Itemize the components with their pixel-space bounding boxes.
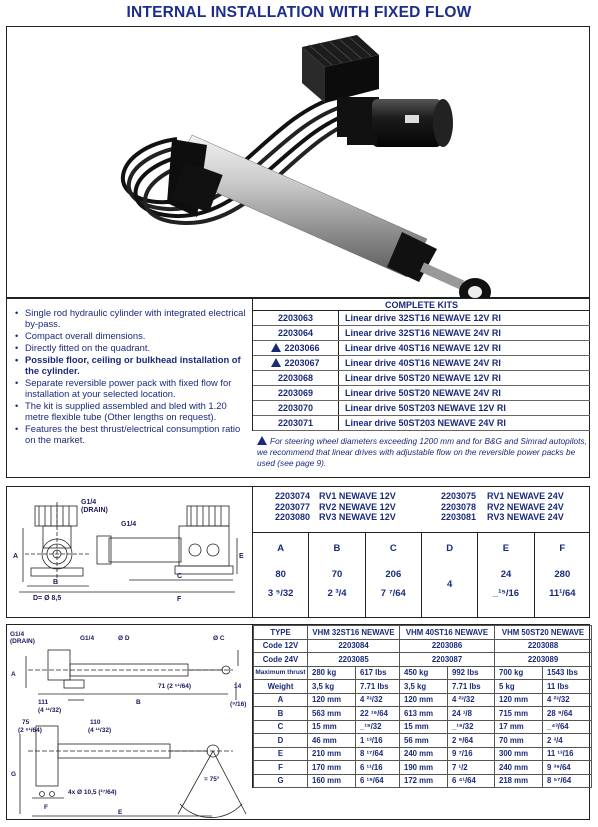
table-cell: 2 ³/4 [543, 734, 592, 748]
table-cell: 120 mm [495, 693, 543, 707]
table-cell: 15 mm [308, 720, 356, 734]
dim-14-label: 14 [234, 683, 242, 690]
kits-table-header: COMPLETE KITS [253, 299, 590, 311]
eye-diameter-label: Ø C [213, 635, 225, 642]
feature-item: • Possible floor, ceiling or bulkhead installation of the cylinder. [13, 354, 249, 376]
header-cell: VHM 32ST16 NEWAVE [308, 626, 400, 640]
header-cell: VHM 40ST16 NEWAVE [400, 626, 495, 640]
rv-code: 2203081 [441, 512, 477, 522]
table-row [254, 734, 592, 748]
kits-note-text: For steering wheel diameters exceeding 1200 mm and for B&G and Simrad autopilots, we recommend that linear drives with adjustable flow on the reversible power packs be used (see page 9). [257, 436, 587, 468]
table-cell: 2203087 [400, 653, 495, 667]
rv-code: 2203077 [275, 501, 311, 512]
table-cell: 8 ⁵⁷/64 [543, 774, 592, 788]
kit-code-cell [253, 341, 339, 355]
cylinder-spec-table [252, 625, 590, 788]
heatsink-icon [302, 35, 379, 103]
dim-mm: 24 [500, 569, 512, 580]
feature-item: • Features the best thrust/electrical consumption ratio on the market. [13, 423, 249, 445]
rv-code: 2203075 [441, 491, 477, 501]
angle-label: = 75° [204, 776, 220, 783]
warning-icon [271, 343, 281, 352]
table-row [254, 774, 592, 788]
table-cell: 4 ²³/32 [543, 693, 592, 707]
rv-names-left [319, 491, 396, 523]
complete-kits-table [252, 299, 590, 431]
kit-code: 2203067 [284, 358, 320, 368]
row-label: F [254, 761, 308, 775]
table-cell: 2203084 [308, 639, 400, 653]
row-label: D [254, 734, 308, 748]
table-row [254, 666, 592, 680]
dim-a-label: A [11, 671, 16, 678]
kit-code: 2203068 [253, 371, 339, 385]
rv-names-right [487, 491, 564, 523]
dim-label: F [559, 543, 566, 554]
row-label: Maximum thrust [254, 666, 308, 680]
kits-note [257, 436, 587, 469]
feature-item: • Separate reversible power pack with fixed flow for installation at your selected location. [13, 377, 249, 399]
power-pack-drawing [9, 488, 249, 618]
dim-111-label: 111 [38, 699, 49, 706]
table-cell: 2203088 [495, 639, 592, 653]
kit-row [253, 386, 590, 401]
kit-row [253, 401, 590, 416]
kit-description: Linear drive 50ST20 NEWAVE 24V RI [345, 388, 501, 398]
dim-label: A [277, 543, 285, 554]
dim-inch: _¹⁵/16 [492, 588, 520, 599]
feature-item: • Single rod hydraulic cylinder with integrated electrical by-pass. [13, 307, 249, 329]
table-cell: 22 ¹⁹/64 [356, 707, 400, 721]
drain-port-label: G1/4 [81, 499, 97, 506]
dim-col [535, 533, 590, 618]
table-cell: 160 mm [308, 774, 356, 788]
table-cell: 5 kg [495, 680, 543, 694]
dim-d-label: D= Ø 8,5 [33, 595, 62, 602]
kit-code: 2203064 [253, 326, 339, 340]
dim-label: D [446, 543, 454, 554]
table-cell: 240 mm [495, 761, 543, 775]
kit-row [253, 326, 590, 341]
row-label: E [254, 747, 308, 761]
dim-b-label: B [136, 699, 141, 706]
drain-port-label: G1/4 [10, 631, 25, 638]
table-cell: 172 mm [400, 774, 448, 788]
table-cell: 300 mm [495, 747, 543, 761]
table-header-row [254, 626, 592, 640]
rv-codes-right [441, 491, 476, 523]
dim-mm: 4 [447, 579, 453, 590]
product-photo-panel [6, 26, 590, 298]
dim-110-label: 110 [90, 719, 101, 726]
row-label: G [254, 774, 308, 788]
port-label: G1/4 [80, 635, 95, 642]
table-cell: _¹⁹/32 [448, 720, 495, 734]
dim-label: E [502, 543, 510, 554]
rv-name: RV3 NEWAVE 12V [319, 512, 396, 522]
dim-a-label: A [13, 553, 19, 560]
dim-75-label: 75 [22, 719, 30, 726]
kit-row [253, 341, 590, 356]
table-row [254, 747, 592, 761]
kit-row [253, 371, 590, 386]
kit-code-cell [253, 356, 339, 370]
table-cell: 6 ¹¹/16 [356, 761, 400, 775]
table-cell: 17 mm [495, 720, 543, 734]
table-cell: 70 mm [495, 734, 543, 748]
table-cell: 218 mm [495, 774, 543, 788]
table-row [254, 707, 592, 721]
kit-code: 2203070 [253, 401, 339, 415]
table-cell: 28 ⁹/64 [543, 707, 592, 721]
table-cell: 2203085 [308, 653, 400, 667]
table-cell: 24 ¹/8 [448, 707, 495, 721]
page-title: INTERNAL INSTALLATION WITH FIXED FLOW [126, 4, 472, 21]
kit-description: Linear drive 50ST203 NEWAVE 24V RI [345, 418, 506, 428]
row-label: B [254, 707, 308, 721]
dim-111-inch: (4 ¹¹/32) [38, 707, 62, 714]
dim-mm: 80 [275, 569, 286, 580]
kit-row [253, 311, 590, 326]
dim-c-label: C [177, 573, 183, 580]
feature-item: • The kit is supplied assembled and bled with 1.20 metre flexible tube (Other lengths on request). [13, 400, 249, 422]
kits-panel [6, 298, 590, 478]
table-row [254, 693, 592, 707]
table-cell: 11 ¹³/16 [543, 747, 592, 761]
feature-item: • Directly fitted on the quadrant. [13, 342, 249, 353]
kit-code: 2203066 [284, 343, 320, 353]
header-cell: VHM 50ST20 NEWAVE [495, 626, 592, 640]
rv-name: RV3 NEWAVE 24V [487, 512, 564, 522]
table-cell: 120 mm [400, 693, 448, 707]
table-cell: 11 lbs [543, 680, 592, 694]
dim-b-label: B [53, 579, 59, 586]
table-cell: 7.71 lbs [448, 680, 495, 694]
warning-icon [271, 358, 281, 367]
drain-label: (DRAIN) [10, 638, 35, 645]
dim-e-label: E [239, 553, 244, 560]
table-row [254, 720, 592, 734]
rv-name: RV2 NEWAVE 12V [319, 501, 396, 512]
row-label: Code 12V [254, 639, 308, 653]
table-cell: 7.71 lbs [356, 680, 400, 694]
table-cell: _¹⁹/32 [356, 720, 400, 734]
kit-code: 2203071 [253, 416, 339, 430]
table-cell: 2 ⁹/64 [448, 734, 495, 748]
feature-list [13, 307, 249, 446]
cylinder-panel [6, 624, 590, 820]
table-cell: 2203086 [400, 639, 495, 653]
kit-description: Linear drive 50ST20 NEWAVE 12V RI [345, 373, 501, 383]
dim-col [253, 533, 309, 618]
dim-col [309, 533, 365, 618]
dim-75-inch: (2 ⁶¹/64) [18, 727, 42, 734]
table-cell: _⁴³/64 [543, 720, 592, 734]
table-row [254, 653, 592, 667]
power-pack-codes [252, 487, 590, 533]
table-cell: 3,5 kg [400, 680, 448, 694]
table-cell: 190 mm [400, 761, 448, 775]
table-cell: 8 ¹⁷/64 [356, 747, 400, 761]
table-cell: 4 ²³/32 [356, 693, 400, 707]
table-cell: 715 mm [495, 707, 543, 721]
dim-g-label: G [11, 771, 17, 778]
table-cell: 617 lbs [356, 666, 400, 680]
kit-description: Linear drive 40ST16 NEWAVE 12V RI [345, 343, 501, 353]
row-label: Weight [254, 680, 308, 694]
table-cell: 2203089 [495, 653, 592, 667]
table-cell: 3,5 kg [308, 680, 356, 694]
table-cell: 613 mm [400, 707, 448, 721]
row-label: Code 24V [254, 653, 308, 667]
table-cell: 563 mm [308, 707, 356, 721]
dim-inch: 2 ³/4 [327, 588, 347, 599]
table-cell: 9 ³⁹/64 [543, 761, 592, 775]
table-cell: 210 mm [308, 747, 356, 761]
dim-inch: 7 ⁷/64 [380, 588, 406, 599]
dim-e-label: E [118, 809, 123, 816]
kit-description: Linear drive 32ST16 NEWAVE 12V RI [345, 313, 501, 323]
kit-row [253, 416, 590, 431]
table-cell: 1 ¹³/16 [356, 734, 400, 748]
kit-description: Linear drive 32ST16 NEWAVE 24V RI [345, 328, 501, 338]
dim-f-label: F [44, 804, 48, 811]
dim-mm: 280 [554, 569, 571, 580]
rv-code: 2203080 [275, 512, 311, 522]
power-pack-dimensions [252, 533, 590, 618]
rod-diameter-label: Ø D [118, 635, 130, 642]
port-label: G1/4 [121, 521, 137, 528]
table-cell: 170 mm [308, 761, 356, 775]
table-row [254, 761, 592, 775]
kit-row [253, 356, 590, 371]
table-cell: 1543 lbs [543, 666, 592, 680]
table-cell: 120 mm [308, 693, 356, 707]
dim-col [366, 533, 422, 618]
table-cell: 992 lbs [448, 666, 495, 680]
table-cell: 240 mm [400, 747, 448, 761]
row-label: A [254, 693, 308, 707]
table-cell: 7 ¹/2 [448, 761, 495, 775]
dim-col [422, 533, 478, 618]
kit-code: 2203069 [253, 386, 339, 400]
dim-14-inch: (⁹/16) [230, 701, 247, 708]
rv-codes-left [275, 491, 310, 523]
kit-code: 2203063 [253, 311, 339, 325]
table-cell: 6 ⁴¹/64 [448, 774, 495, 788]
dim-col [478, 533, 534, 618]
table-cell: 450 kg [400, 666, 448, 680]
dim-inch: 3 ⁵/32 [267, 588, 294, 599]
motor-icon [372, 99, 453, 147]
table-cell: 6 ¹⁹/64 [356, 774, 400, 788]
power-pack-panel [6, 486, 590, 618]
feature-item: • Compact overall dimensions. [13, 330, 249, 341]
table-cell: 46 mm [308, 734, 356, 748]
dim-71-label: 71 (2 ⁵¹/64) [158, 683, 192, 690]
rv-name: RV1 NEWAVE 24V [487, 491, 564, 501]
dim-110-inch: (4 ¹¹/32) [88, 727, 112, 734]
table-row [254, 680, 592, 694]
linear-drive-photo [7, 27, 591, 299]
drain-label: (DRAIN) [81, 507, 108, 514]
rv-name: RV1 NEWAVE 12V [319, 491, 396, 501]
table-cell: 700 kg [495, 666, 543, 680]
dim-label: C [389, 543, 397, 554]
dim-f-label: F [177, 596, 182, 603]
dim-label: B [333, 543, 341, 554]
rv-code: 2203078 [441, 501, 477, 512]
mounting-holes-label: 4x Ø 10,5 (²⁷/64) [68, 789, 117, 796]
dim-mm: 70 [331, 569, 343, 580]
table-row [254, 639, 592, 653]
row-label: C [254, 720, 308, 734]
table-cell: 9 ⁷/16 [448, 747, 495, 761]
dim-inch: 11¹/64 [549, 588, 576, 599]
cylinder-drawing [8, 626, 250, 820]
table-cell: 56 mm [400, 734, 448, 748]
rv-name: RV2 NEWAVE 24V [487, 501, 564, 512]
header-cell: TYPE [254, 626, 308, 640]
table-cell: 280 kg [308, 666, 356, 680]
dim-mm: 206 [385, 569, 402, 580]
kit-description: Linear drive 50ST203 NEWAVE 12V RI [345, 403, 506, 413]
table-cell: 15 mm [400, 720, 448, 734]
rv-code: 2203074 [275, 491, 311, 501]
kit-description: Linear drive 40ST16 NEWAVE 24V RI [345, 358, 501, 368]
warning-icon [257, 436, 267, 445]
table-cell: 4 ²³/32 [448, 693, 495, 707]
